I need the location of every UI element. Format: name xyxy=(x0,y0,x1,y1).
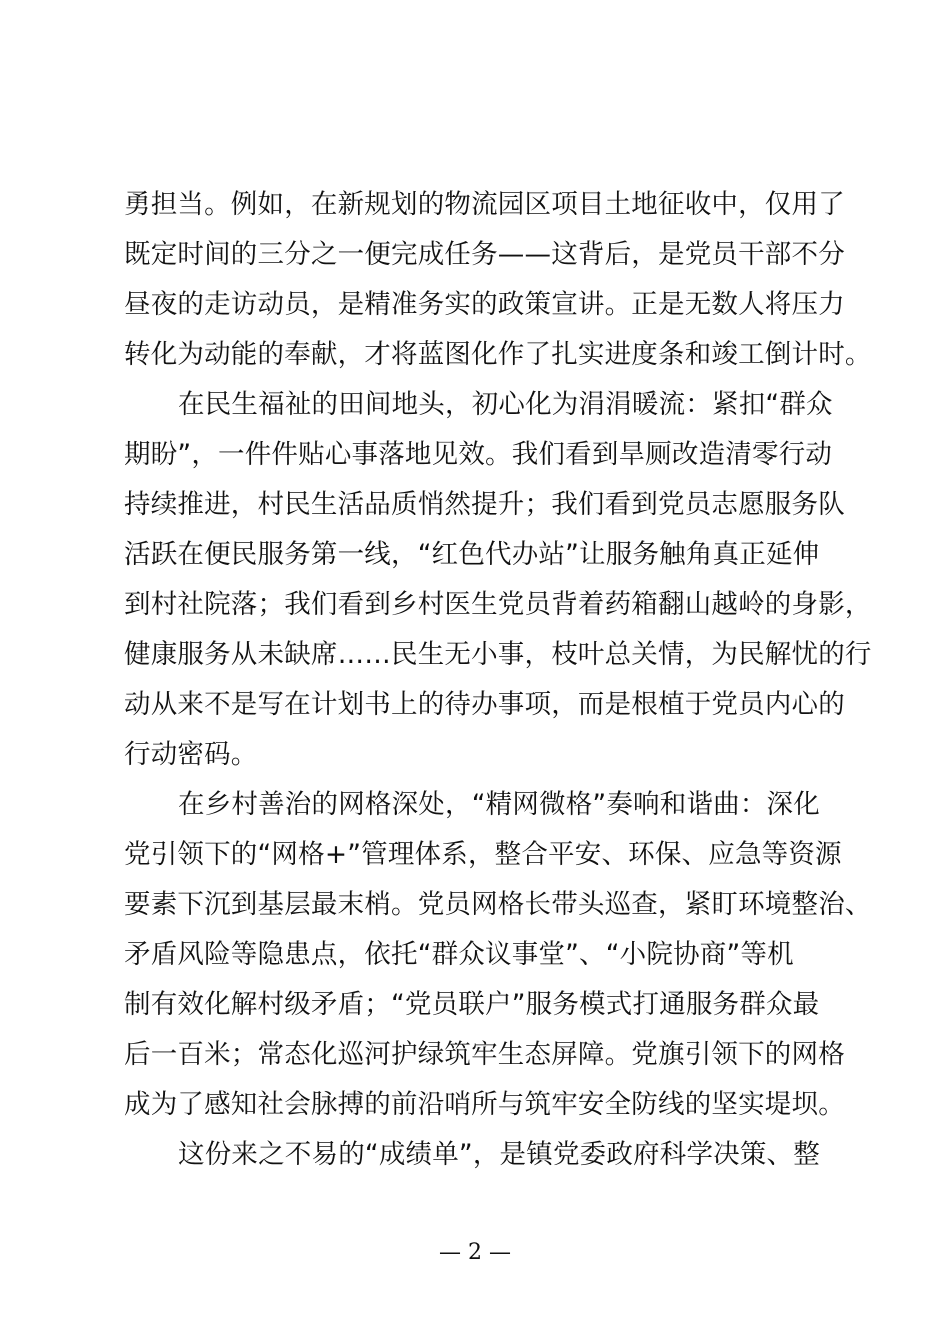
text-line: 后一百米；常态化巡河护绿筑牢生态屏障。党旗引领下的网格 xyxy=(124,1039,845,1070)
text-line: 既定时间的三分之一便完成任务——这背后，是党员干部不分 xyxy=(124,239,845,270)
text-line: 到村社院落；我们看到乡村医生党员背着药箱翻山越岭的身影， xyxy=(124,589,872,620)
text-line: 成为了感知社会脉搏的前沿哨所与筑牢安全防线的坚实堤坝。 xyxy=(124,1089,845,1120)
text-line: 制有效化解村级矛盾；“党员联户”服务模式打通服务群众最 xyxy=(124,989,820,1020)
text-line: 要素下沉到基层最末梢。党员网格长带头巡查，紧盯环境整治、 xyxy=(124,889,872,920)
text-line: 勇担当。例如，在新规划的物流园区项目土地征收中，仅用了 xyxy=(124,189,845,220)
paragraph-first-line: 这份来之不易的“成绩单”，是镇党委政府科学决策、整 xyxy=(178,1139,820,1170)
body-text xyxy=(124,180,872,1180)
text-line: 活跃在便民服务第一线，“红色代办站”让服务触角真正延伸 xyxy=(124,539,820,570)
text-line: 健康服务从未缺席……民生无小事，枝叶总关情，为民解忧的行 xyxy=(124,639,872,670)
text-line: 持续推进，村民生活品质悄然提升；我们看到党员志愿服务队 xyxy=(124,489,845,520)
text-line: 矛盾风险等隐患点，依托“群众议事堂”、“小院协商”等机 xyxy=(124,939,794,970)
paragraph-first-line: 在民生福祉的田间地头，初心化为涓涓暖流：紧扣“群众 xyxy=(178,389,833,420)
text-line: 党引领下的“网格+”管理体系，整合平安、环保、应急等资源 xyxy=(124,839,842,870)
text-line: 动从来不是写在计划书上的待办事项，而是根植于党员内心的 xyxy=(124,689,845,720)
text-line: 转化为动能的奉献，才将蓝图化作了扎实进度条和竣工倒计时。 xyxy=(124,339,872,370)
text-line: 昼夜的走访动员，是精准务实的政策宣讲。正是无数人将压力 xyxy=(124,289,845,320)
page-number: — 2 — xyxy=(439,1240,511,1265)
text-line: 行动密码。 xyxy=(124,739,258,770)
text-line: 期盼”，一件件贴心事落地见效。我们看到旱厕改造清零行动 xyxy=(124,439,833,470)
paragraph-first-line: 在乡村善治的网格深处，“精网微格”奏响和谐曲：深化 xyxy=(178,789,820,820)
